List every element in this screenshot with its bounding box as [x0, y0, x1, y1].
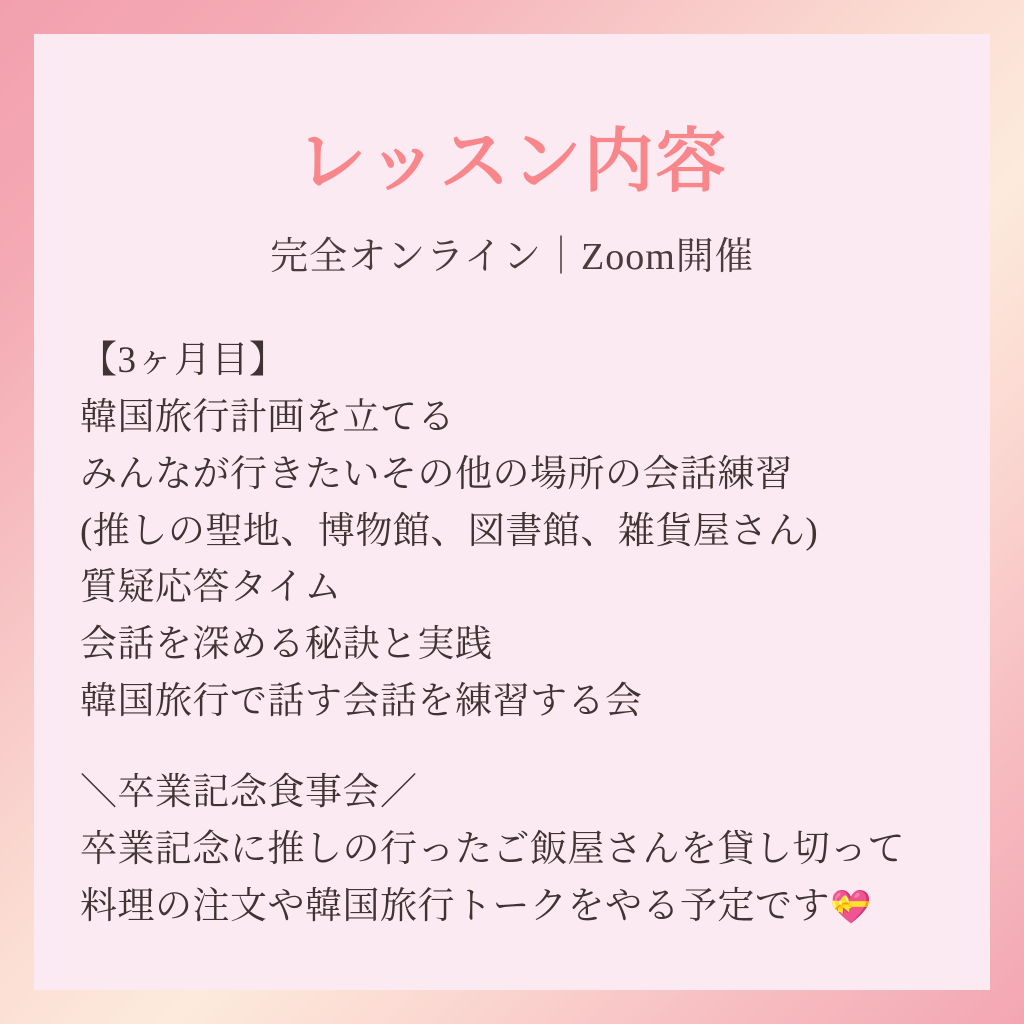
content-line: 卒業記念に推しの行ったご飯屋さんを貸し切って [80, 829, 905, 871]
content-line-text: 料理の注文や韓国旅行トークをやる予定です [80, 886, 830, 928]
lesson-content-block [80, 333, 950, 937]
content-line-with-emoji [80, 879, 950, 936]
content-line: 韓国旅行計画を立てる [80, 396, 455, 438]
content-line: 質疑応答タイム [80, 567, 342, 609]
content-line: (推しの聖地、博物館、図書館、雑貨屋さん) [80, 510, 819, 552]
content-line: 会話を深める秘訣と実践 [80, 624, 493, 666]
content-line: 【3ヶ月目】 [80, 339, 287, 381]
poster-inner-panel [34, 34, 990, 990]
content-line-spacer [80, 731, 950, 765]
page-title: レッスン内容 [296, 124, 728, 201]
heart-gift-icon: 💝 [830, 887, 872, 927]
content-line: みんなが行きたいその他の場所の会話練習 [80, 453, 793, 495]
content-line: ＼卒業記念食事会／ [80, 772, 418, 814]
content-line: 韓国旅行で話す会話を練習する会 [80, 681, 643, 723]
poster-subtitle: 完全オンライン｜Zoom開催 [270, 236, 754, 278]
